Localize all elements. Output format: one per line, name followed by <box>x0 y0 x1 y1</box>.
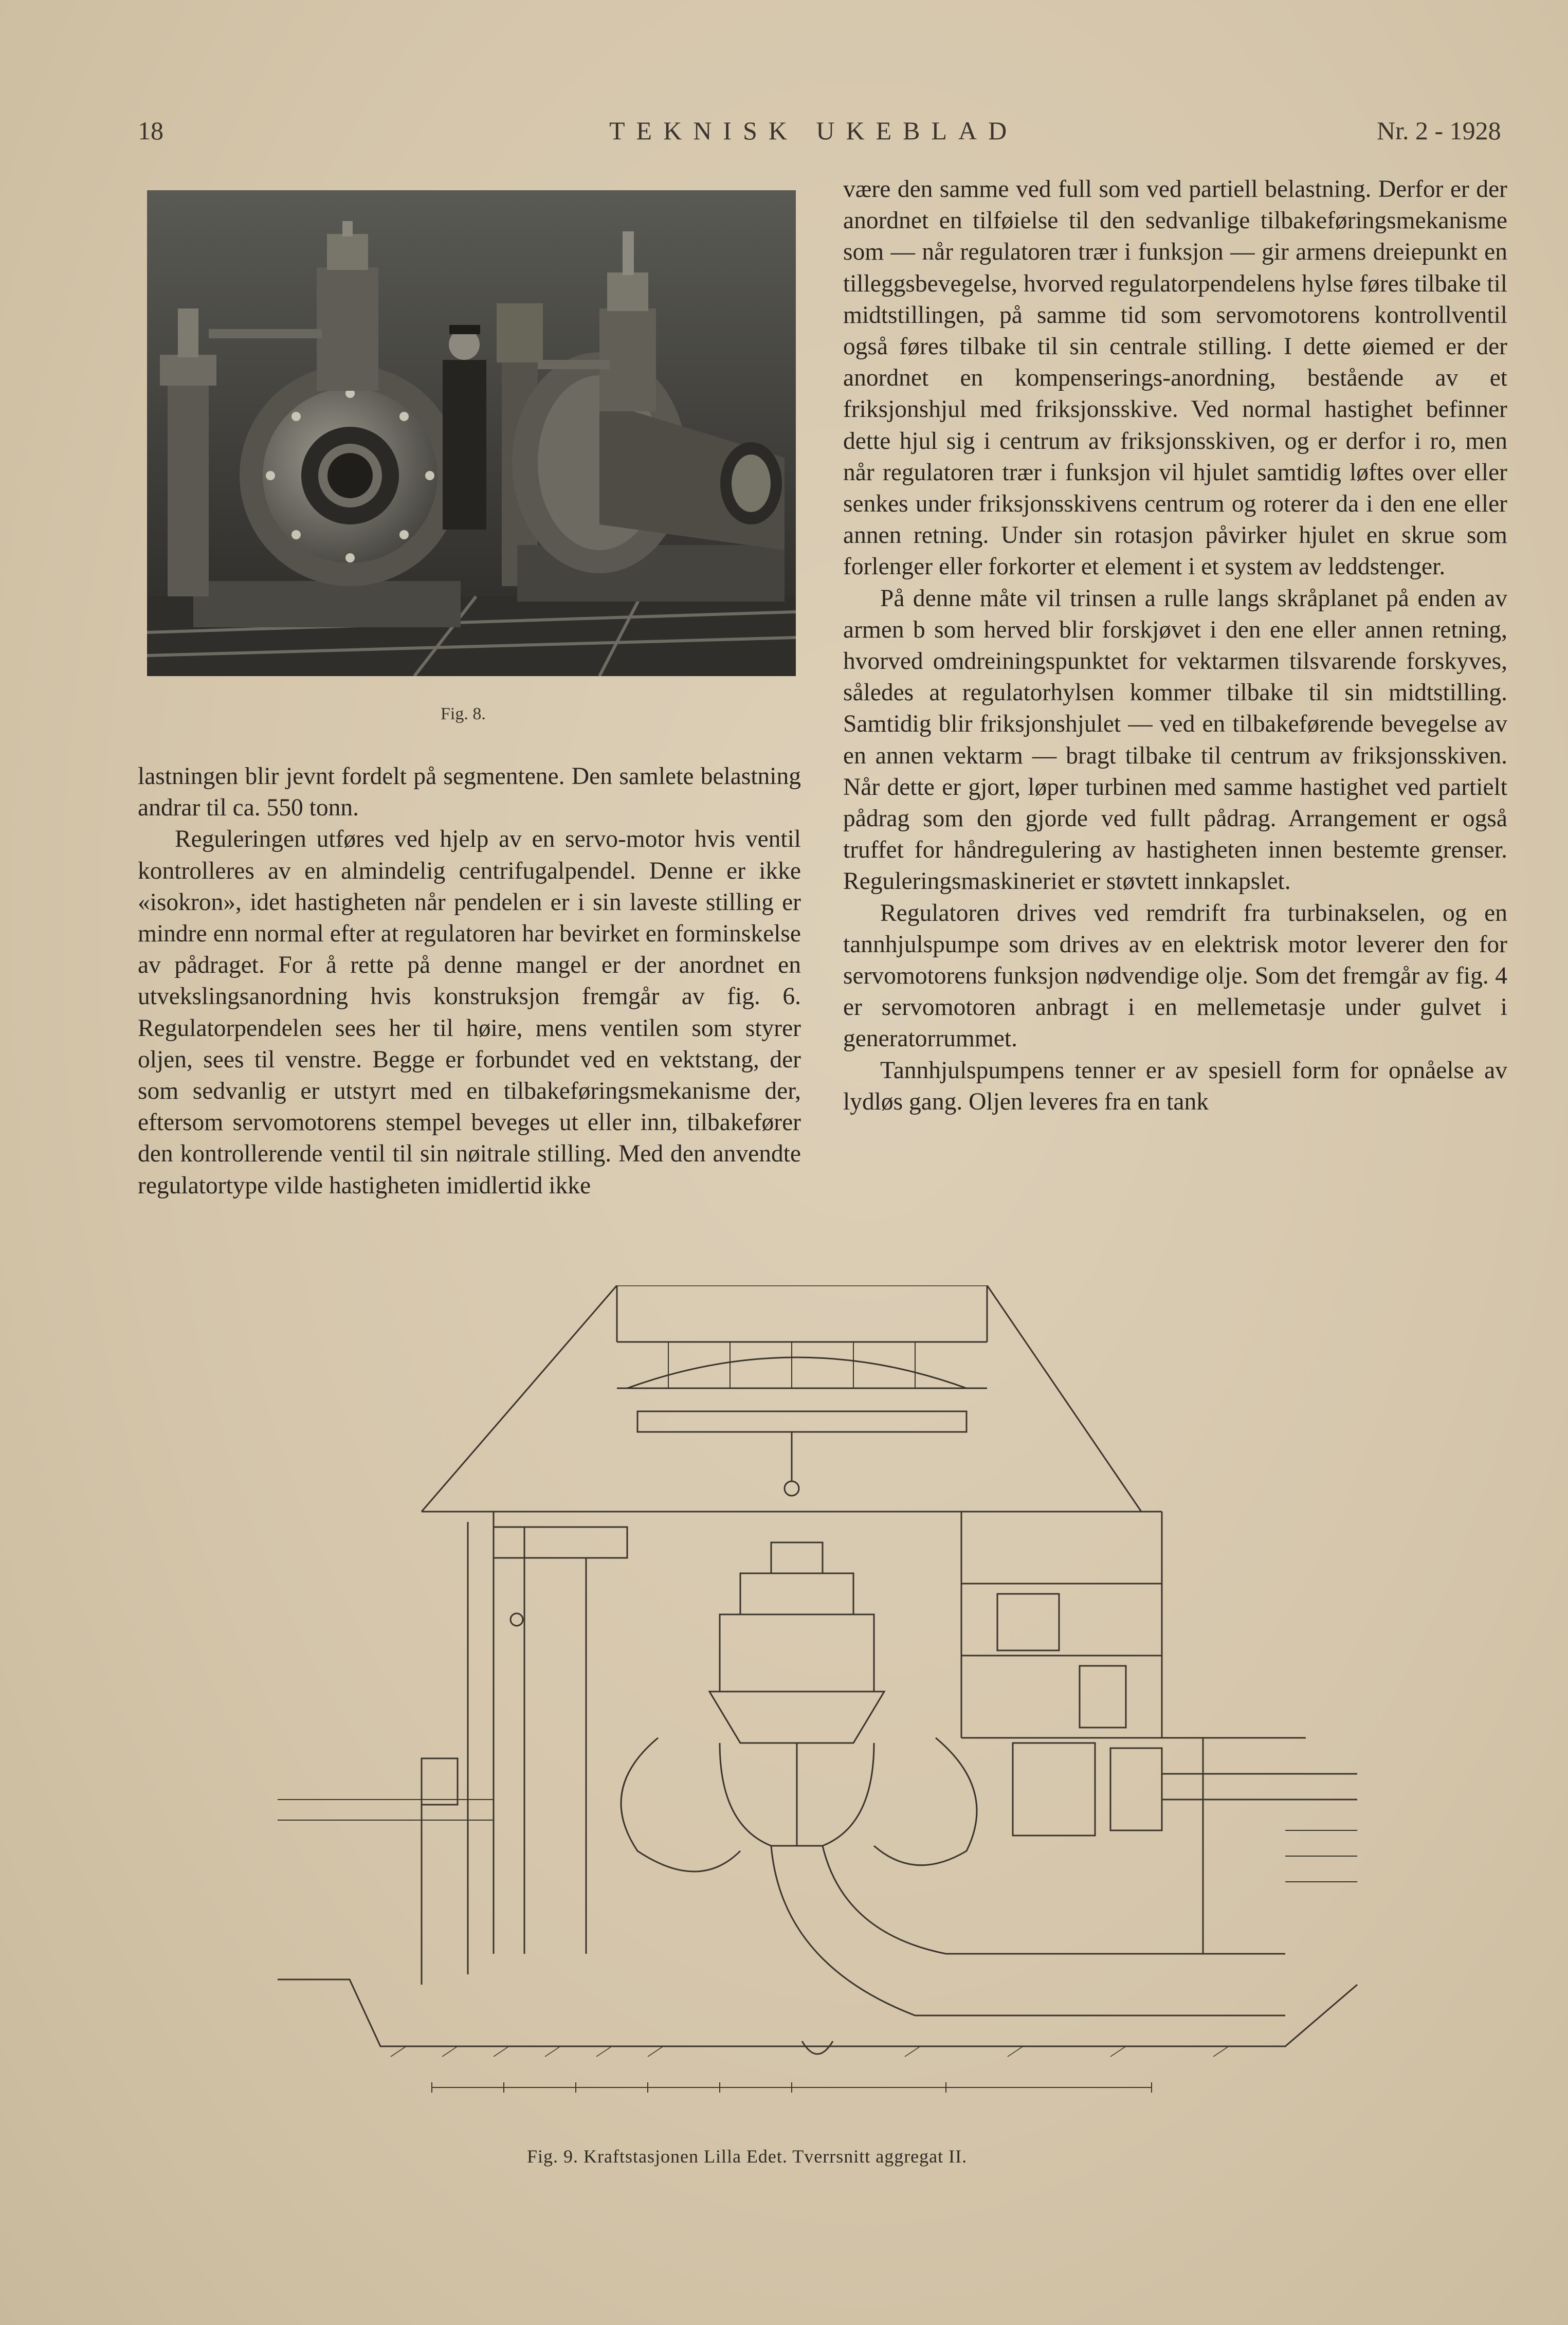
right-paragraph-1: være den samme ved full som ved partiell belastning. Derfor er der anordnet en tilføielse til den sedvanlige tilbakeføringsmekanisme som — når regulatoren trær i funksjon — gir armens dreiepunkt en tilleggsbevegelse, hvorved regulatorpendelens hylse føres tilbake til midtstillingen, på samme tid som servomotorens kontrollventil også føres tilbake til sin centrale stilling. I dette øiemed er der anordnet en kompenserings-anordning, bestående av et friksjonshjul med friksjonsskive. Ved normal hastighet befinner dette hjul sig i centrum av friksjonsskiven, og er derfor i ro, men når regulatoren trær i funksjon vil hjulet samtidig løftes over eller senkes under friksjonsskivens centrum og roterer da i den ene eller annen retning. Under sin rotasjon påvirker hjulet en skrue som forlenger eller forkorter et element i et system av leddstenger. <box>843 176 1507 580</box>
page-number: 18 <box>138 116 163 145</box>
figure-8-caption: Fig. 8. <box>441 704 486 723</box>
figure-8-photo <box>147 190 796 676</box>
right-paragraph-4: Tannhjulspumpens tenner er av spesiell form for opnåelse av lydløs gang. Oljen leveres fra en tank <box>843 1057 1507 1115</box>
journal-title: TEKNISK UKEBLAD <box>609 116 1018 145</box>
left-paragraph-1: lastningen blir jevnt fordelt på segmentene. Den samlete belastning andrar til ca. 550 tonn. <box>138 763 801 822</box>
figure-9-caption: Fig. 9. Kraftstasjonen Lilla Edet. Tverrsnitt aggregat II. <box>527 2146 968 2167</box>
left-text-column <box>138 761 801 1202</box>
left-paragraph-2: Reguleringen utføres ved hjelp av en servo-motor hvis ventil kontrolleres av en almindelig centrifugalpendel. Denne er ikke «isokron», idet hastigheten når pendelen er i sin laveste stilling er mindre enn normal efter at regulatoren har bevirket en forminskelse av pådraget. For å rette på denne mangel er der anordnet en utvekslingsanordning hvis konstruksjon fremgår av fig. 6. Regulatorpendelen sees her til høire, mens ventilen som styrer oljen, sees til venstre. Begge er forbundet ved en vektstang, der som sedvanlig er utstyrt med en tilbakeføringsmekanisme der, eftersom servomotorens stempel beveges ut eller inn, tilbakefører den kontrollerende ventil til sin nøitrale stilling. Med den anvendte regulatortype vilde hastigheten imidlertid ikke <box>138 826 801 1199</box>
issue-number: Nr. 2 - 1928 <box>1377 116 1501 145</box>
figure-9-cross-section <box>278 1285 1362 2129</box>
right-paragraph-2: På denne måte vil trinsen a rulle langs skråplanet på enden av armen b som herved blir forskjøvet i den ene eller annen retning, hvorved omdreiningspunktet for vektarmen tilsvarende forskyves, således at regulatorhylsen kommer tilbake til sin midtstilling. Samtidig blir friksjonshjulet — ved en tilbakeførende bevegelse av en annen vektarm — bragt tilbake til centrum av friksjonsskiven. Når dette er gjort, løper turbinen med samme hastighet ved partielt pådrag som den gjorde ved fullt pådrag. Arrangement er også truffet for håndregulering av hastigheten innen bestemte grenser. Reguleringsmaskineriet er støvtett innkapslet. <box>843 585 1507 895</box>
right-paragraph-3: Regulatoren drives ved remdrift fra turbinakselen, og en tannhjulspumpe som drives av en elektrisk motor leverer den for servomotorens funksjon nødvendige olje. Som det fremgår av fig. 4 er servomotoren anbragt i en mellemetasje under gulvet i generatorrummet. <box>843 899 1507 1052</box>
right-text-column <box>843 174 1507 1118</box>
